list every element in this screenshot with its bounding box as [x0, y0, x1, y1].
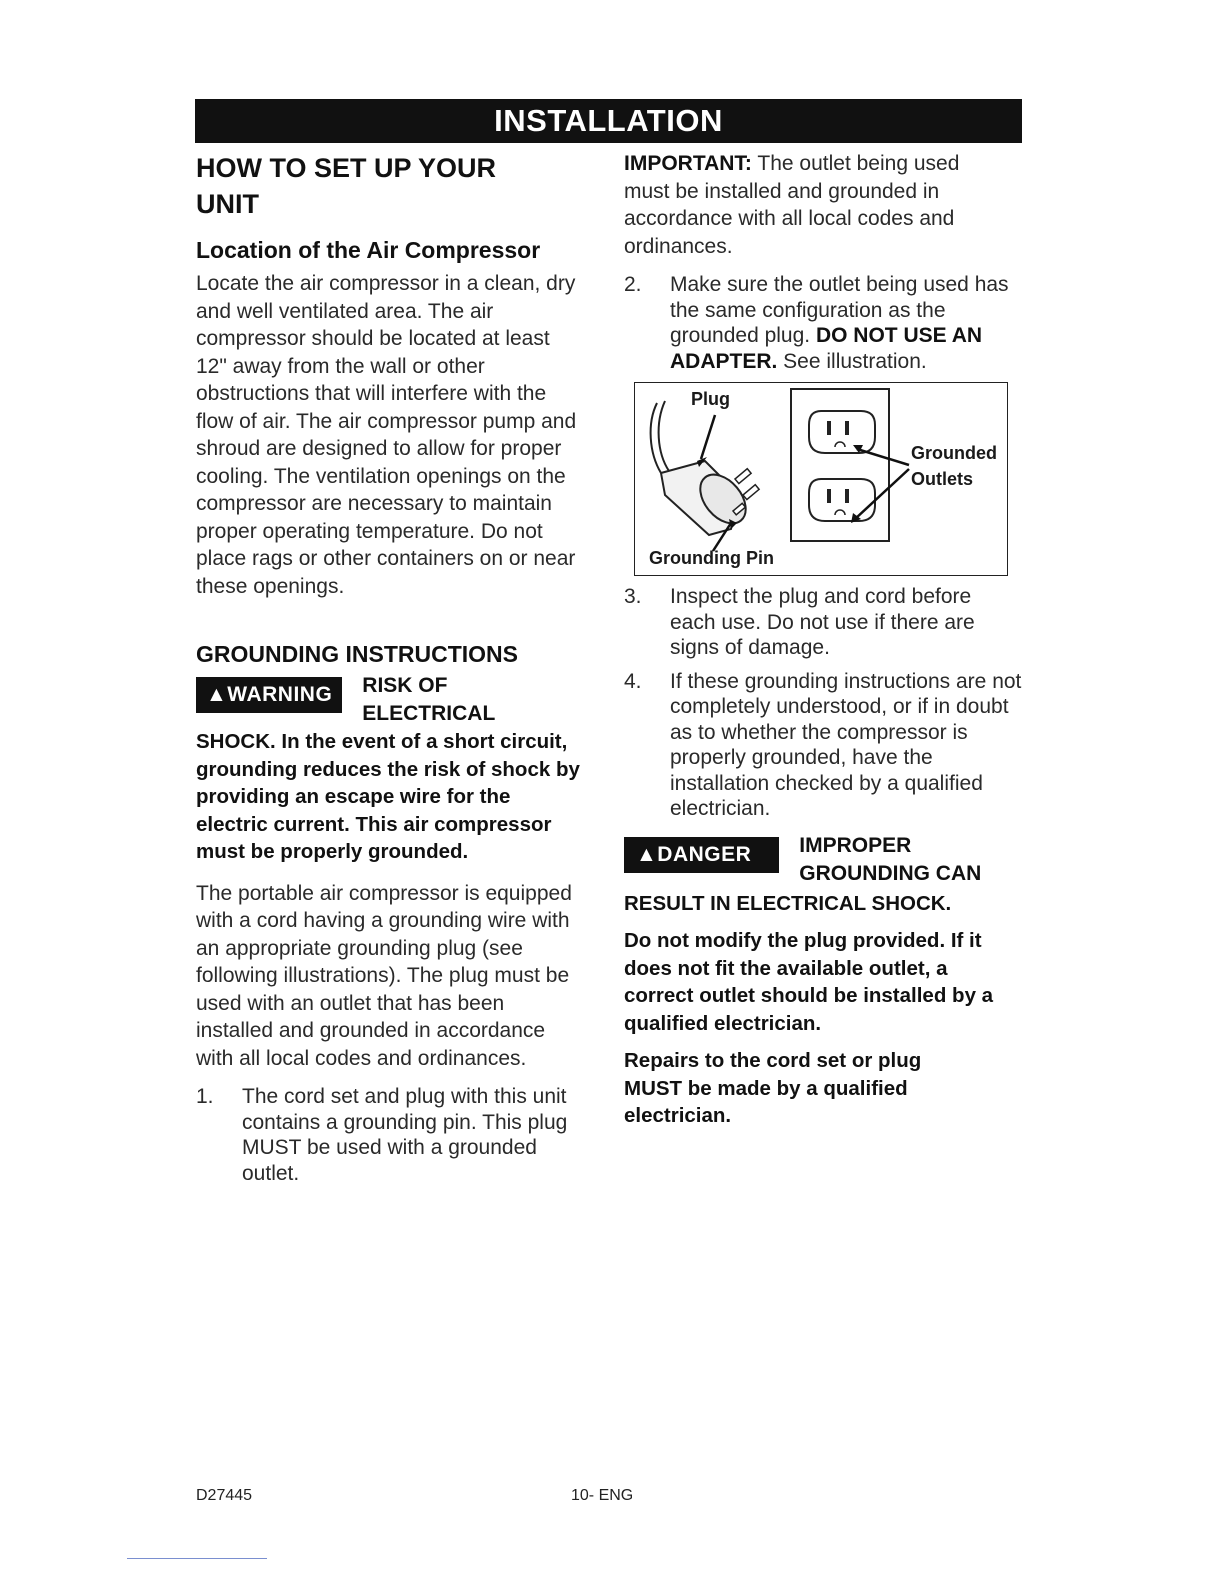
outlet-icon	[809, 479, 875, 521]
page-number: 10- ENG	[571, 1487, 634, 1504]
left-column	[196, 150, 596, 1186]
danger-title: IMPROPER GROUNDING CAN	[799, 833, 982, 885]
outlet-icon	[809, 411, 875, 453]
list-text	[670, 272, 1022, 374]
danger-body: RESULT IN ELECTRICAL SHOCK.	[624, 891, 952, 915]
list-number: 1.	[196, 1085, 214, 1108]
important-label: IMPORTANT:	[624, 152, 752, 175]
list-number: 4.	[624, 669, 642, 693]
repairs-warning: Repairs to the cord set or plug MUST be made by a qualified electrician.	[624, 1049, 922, 1127]
warning-sign: ▲WARNING	[196, 677, 342, 713]
model-number: D27445	[196, 1487, 253, 1504]
important-text: The outlet being used must be installed and grounded in accordance with all local codes and ordinances.	[624, 152, 960, 258]
item2-text-end: See illustration.	[777, 349, 927, 373]
portable-paragraph: The portable air compressor is equipped with a cord having a grounding wire with an appropriate grounding plug (see following illustrations). The plug must be used with an outlet that has been installed and grounded in accordance with all local codes and ordinances.	[196, 881, 572, 1070]
grounding-pin-label: Grounding Pin	[649, 548, 774, 568]
list-item-1	[196, 1084, 596, 1186]
modify-warning: Do not modify the plug provided. If it does not fit the available outlet, a correct outlet should be installed by a qualified electrician.	[624, 929, 994, 1035]
item2-text: Make sure the outlet being used has the same configuration as the grounded plug.	[670, 273, 1009, 347]
location-heading: Location of the Air Compressor	[196, 237, 541, 263]
warning-block	[196, 672, 596, 728]
setup-heading: HOW TO SET UP YOUR UNIT	[196, 153, 497, 219]
grounded-label: Grounded	[911, 443, 997, 463]
warning-body: SHOCK. In the event of a short circuit, grounding reduces the risk of shock by providing an escape wire for the electric current. This air compressor must be properly grounded.	[196, 730, 580, 863]
list-number: 3.	[624, 585, 642, 608]
list-number: 2.	[624, 273, 642, 296]
list-item-4	[624, 669, 1022, 822]
section-banner: INSTALLATION	[195, 99, 1022, 143]
plug-outlet-illustration	[634, 382, 1008, 576]
important-paragraph	[624, 150, 1004, 260]
warning-title: RISK OF ELECTRICAL	[362, 674, 496, 725]
outlets-label: Outlets	[911, 469, 974, 489]
grounding-heading: GROUNDING INSTRUCTIONS	[196, 641, 518, 667]
list-text: The cord set and plug with this unit contains a grounding pin. This plug MUST be used with a grounded outlet.	[242, 1085, 568, 1185]
danger-block	[624, 832, 1022, 888]
list-item-2	[624, 272, 1022, 374]
location-paragraph: Locate the air compressor in a clean, dry and well ventilated area. The air compressor should be located at least 12" away from the wall or other obstructions that will interfere with the flow of air. The air compressor pump and shroud are designed to allow for proper cooling. The ventilation openings on the compressor are necessary to maintain proper operating temperature. Do not place rags or other containers on or near these openings.	[196, 272, 577, 598]
list-text: If these grounding instructions are not completely understood, or if in doubt as to whether the compressor is properly grounded, have the installation checked by a qualified electrician.	[670, 669, 1022, 820]
danger-sign: ▲DANGER	[624, 837, 779, 873]
do-not-use-adapter: DO NOT USE AN ADAPTER.	[670, 324, 983, 373]
page-edge-rule	[127, 1558, 267, 1559]
list-text: Inspect the plug and cord before each use. Do not use if there are signs of damage.	[670, 585, 975, 659]
plug-label: Plug	[691, 389, 730, 409]
list-item-3	[624, 584, 1022, 661]
right-column	[624, 150, 1022, 1130]
